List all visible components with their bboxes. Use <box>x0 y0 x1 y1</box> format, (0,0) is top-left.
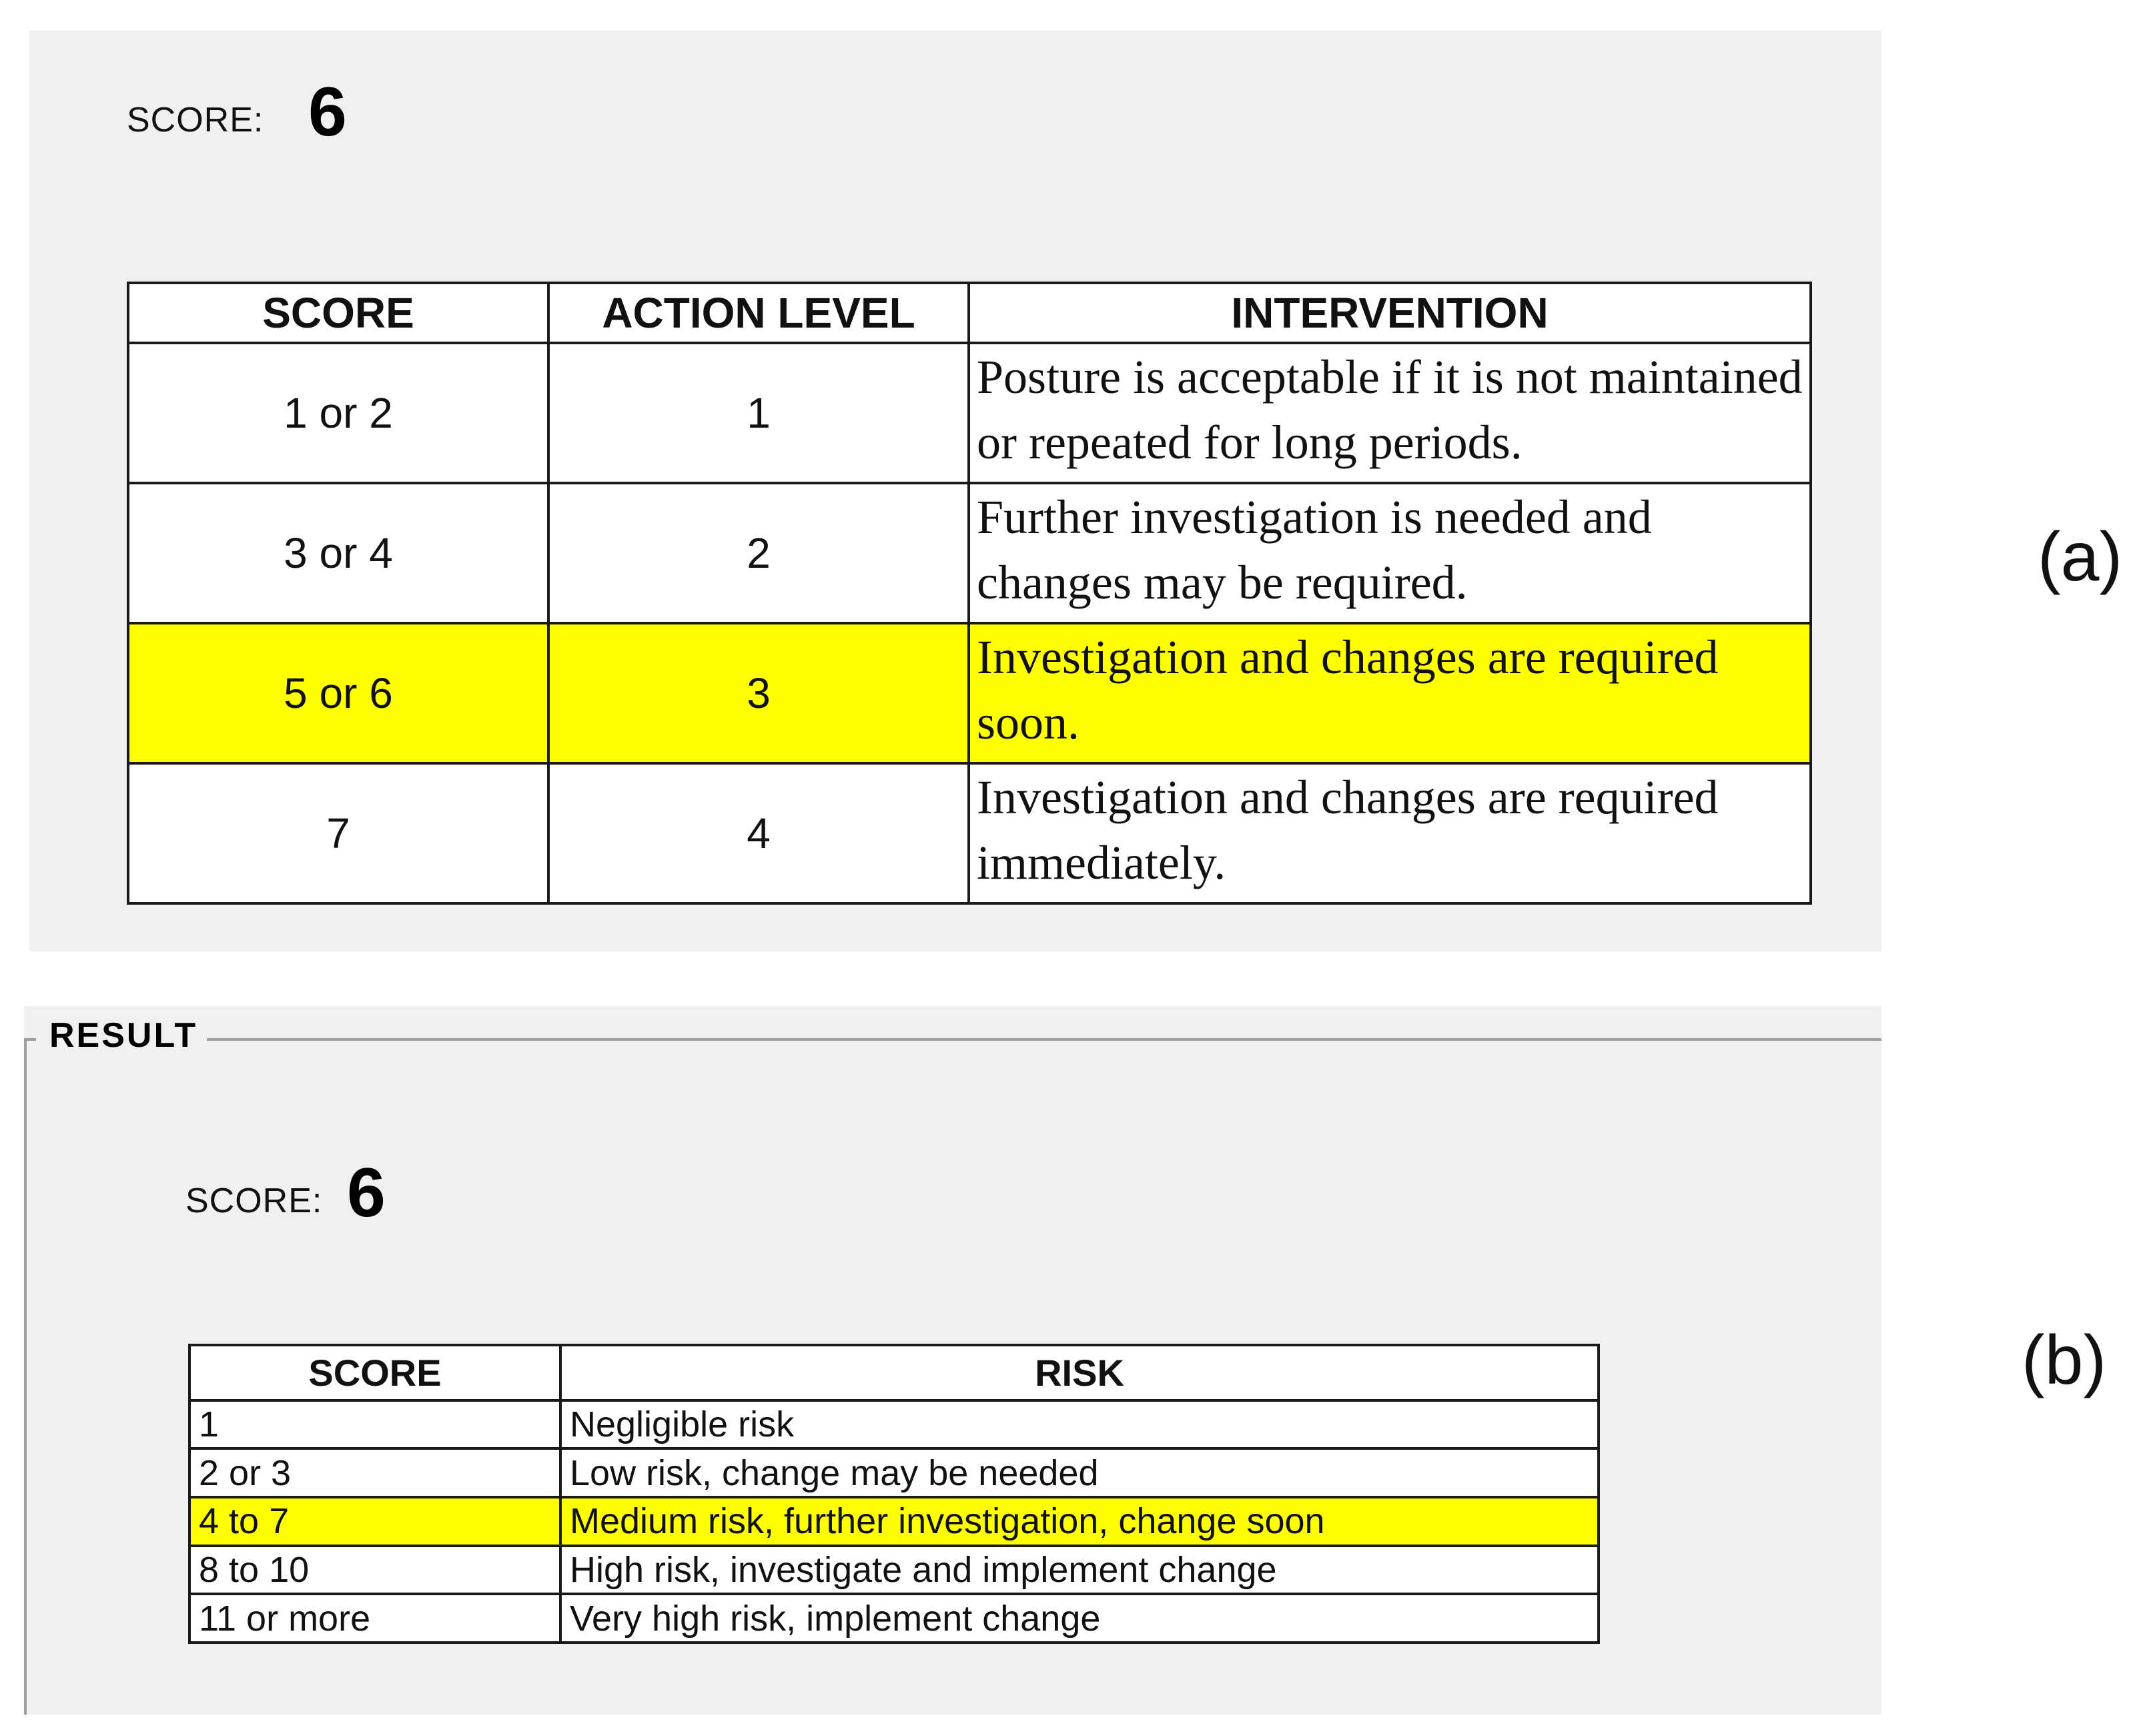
score-cell: 4 to 7 <box>189 1497 560 1546</box>
action-level-table <box>127 282 1812 905</box>
score-value: 6 <box>308 73 347 151</box>
table-row <box>128 763 1811 903</box>
table-row-highlighted <box>128 623 1811 763</box>
score-value: 6 <box>347 1154 386 1232</box>
column-header-action-level: ACTION LEVEL <box>548 283 969 343</box>
score-cell: 5 or 6 <box>128 623 548 763</box>
result-group-title: RESULT <box>36 1015 207 1055</box>
intervention-cell: Investigation and changes are required immediately. <box>969 763 1811 903</box>
column-header-score: SCORE <box>189 1345 560 1400</box>
table-row <box>189 1594 1599 1643</box>
table-row <box>189 1400 1599 1449</box>
score-cell: 8 to 10 <box>189 1546 560 1595</box>
intervention-cell: Investigation and changes are required soon. <box>969 623 1811 763</box>
table-row <box>128 343 1811 483</box>
score-cell: 2 or 3 <box>189 1448 560 1497</box>
intervention-cell: Posture is acceptable if it is not maintained or repeated for long periods. <box>969 343 1811 483</box>
score-cell: 7 <box>128 763 548 903</box>
panel-tag-b: (b) <box>2022 1322 2107 1399</box>
column-header-risk: RISK <box>560 1345 1599 1400</box>
score-label: SCORE: <box>185 1182 323 1220</box>
score-cell: 1 <box>189 1400 560 1449</box>
action-level-cell: 2 <box>548 483 969 623</box>
rula-result-panel <box>29 31 1881 951</box>
table-header-row <box>128 283 1811 343</box>
risk-table <box>188 1344 1600 1644</box>
score-cell: 11 or more <box>189 1594 560 1643</box>
action-level-cell: 1 <box>548 343 969 483</box>
risk-cell: Very high risk, implement change <box>560 1594 1599 1643</box>
column-header-intervention: INTERVENTION <box>969 283 1811 343</box>
risk-cell: Negligible risk <box>560 1400 1599 1449</box>
score-label: SCORE: <box>127 101 264 139</box>
intervention-cell: Further investigation is needed and changes may be required. <box>969 483 1811 623</box>
column-header-score: SCORE <box>128 283 548 343</box>
score-cell: 1 or 2 <box>128 343 548 483</box>
table-row <box>189 1448 1599 1497</box>
risk-cell: Medium risk, further investigation, change soon <box>560 1497 1599 1546</box>
action-level-cell: 3 <box>548 623 969 763</box>
action-level-cell: 4 <box>548 763 969 903</box>
reba-result-panel <box>24 1006 1881 1715</box>
risk-cell: Low risk, change may be needed <box>560 1448 1599 1497</box>
table-row <box>128 483 1811 623</box>
risk-cell: High risk, investigate and implement change <box>560 1546 1599 1595</box>
table-row-highlighted <box>189 1497 1599 1546</box>
panel-tag-a: (a) <box>2038 518 2123 596</box>
table-header-row <box>189 1345 1599 1400</box>
table-row <box>189 1546 1599 1595</box>
score-cell: 3 or 4 <box>128 483 548 623</box>
